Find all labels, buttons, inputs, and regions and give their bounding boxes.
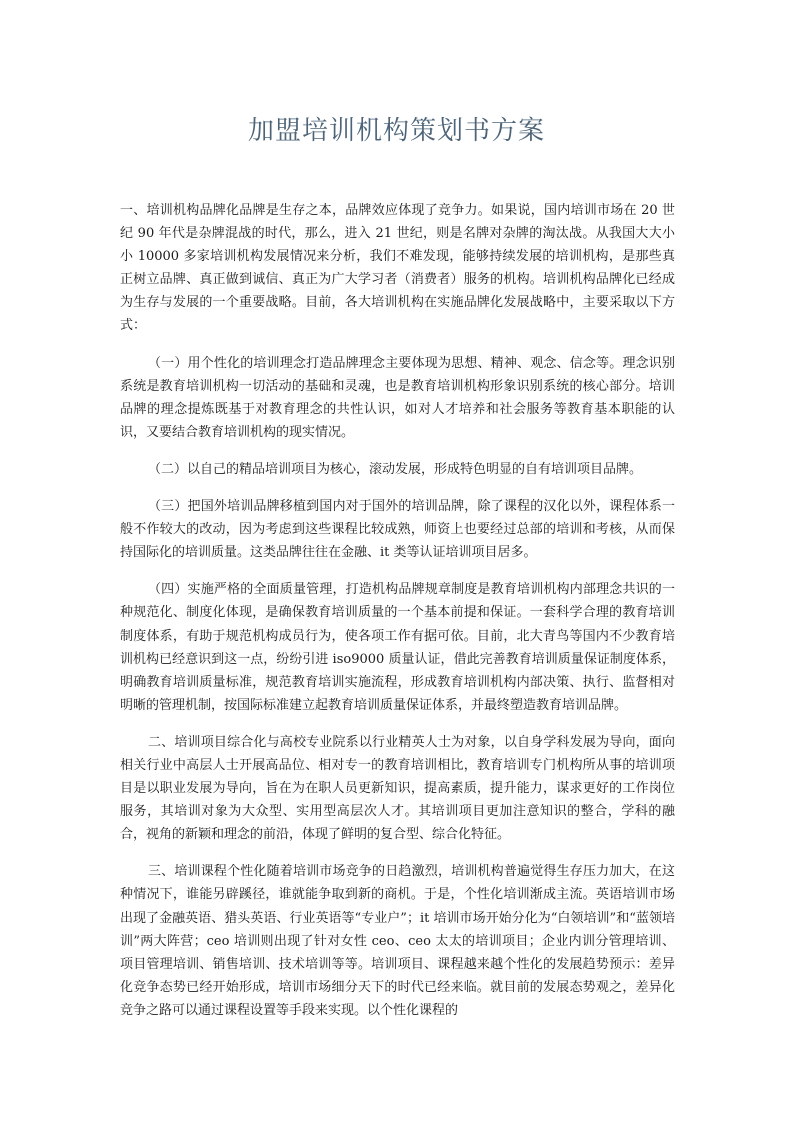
document-body: [120, 199, 675, 1036]
paragraph-quality-management: （四）实施严格的全面质量管理，打造机构品牌规章制度是教育培训机构内部理念共识的一种规范化、制度化体现，是确保教育培训质量的一个基本前提和保证。一套科学合理的教育培训制度体系，有助于规范机构成员行为，使各项工作有据可依。目前，北大青鸟等国内不少教育培训机构已经意识到这一点，纷纷引进 iso9000 质量认证，借此完善教育培训质量保证制度体系，明确教育培训质量标准，规范教育培训实施流程，形成教育培训机构内部决策、执行、监督相对明晰的管理机制，按国际标准建立起教育培训质量保证体系，并最终塑造教育培训品牌。: [120, 582, 675, 713]
paragraph-flagship-projects: （二）以自己的精品培训项目为核心，滚动发展，形成特色明显的自有培训项目品牌。: [148, 461, 643, 477]
paragraph-foreign-brands: （三）把国外培训品牌移植到国内对于国外的培训品牌，除了课程的汉化以外，课程体系一般不作较大的改动，因为考虑到这些课程比较成熟，师资上也要经过总部的培训和考核，从而保持国际化的培训质量。这类品牌往往在金融、it 类等认证培训项目居多。: [120, 499, 675, 561]
paragraph-brand-concept: （一）用个性化的培训理念打造品牌理念主要体现为思想、精神、观念、信念等。理念识别系统是教育培训机构一切活动的基础和灵魂，也是教育培训机构形象识别系统的核心部分。培训品牌的理念提炼既基于对教育理念的共性认识，如对人才培养和社会服务等教育基本职能的认识，又要结合教育培训机构的现实情况。: [120, 355, 675, 440]
paragraph-project-integration: 二、培训项目综合化与高校专业院系以行业精英人士为对象，以自身学科发展为导向，面向相关行业中高层人士开展高品位、相对专一的教育培训相比，教育培训专门机构所从事的培训项目是以职业发展为导向，旨在为在职人员更新知识，提高素质，提升能力，谋求更好的工作岗位服务，其培训对象为大众型、实用型高层次人才。其培训项目更加注意知识的整合，学科的融合，视角的新颖和理念的前沿，体现了鲜明的复合型、综合化特征。: [120, 734, 675, 843]
paragraph-brand-intro: 一、培训机构品牌化品牌是生存之本，品牌效应体现了竞争力。如果说，国内培训市场在 20 世纪 90 年代是杂牌混战的时代，那么，进入 21 世纪，则是名牌对杂牌的淘汰战。从我国大大小小 10000 多家培训机构发展情况来分析，我们不难发现，能够持续发展的培训机构，是那些真正树立品牌、真正做到诚信、真正为广大学习者（消费者）服务的机构。培训机构品牌化已经成为生存与发展的一个重要战略。目前，各大培训机构在实施品牌化发展战略中，主要采取以下方式：: [120, 203, 675, 334]
document-title: 加盟培训机构策划书方案: [247, 116, 545, 146]
paragraph-course-personalization: 三、培训课程个性化随着培训市场竞争的日趋激烈，培训机构普遍觉得生存压力加大，在这种情况下，谁能另辟蹊径，谁就能争取到新的商机。于是，个性化培训渐成主流。英语培训市场出现了金融英语、猎头英语、行业英语等“专业户”；it 培训市场开始分化为“白领培训”和“蓝领培训”两大阵营；ceo 培训则出现了针对女性 ceo、ceo 太太的培训项目；企业内训分管理培训、项目管理培训、销售培训、技术培训等等。培训项目、课程越来越个性化的发展趋势预示：差异化竞争态势已经开始形成，培训市场细分天下的时代已经来临。就目前的发展态势观之，差异化竞争之路可以通过课程设置等手段来实现。以个性化课程的: [120, 864, 675, 1018]
